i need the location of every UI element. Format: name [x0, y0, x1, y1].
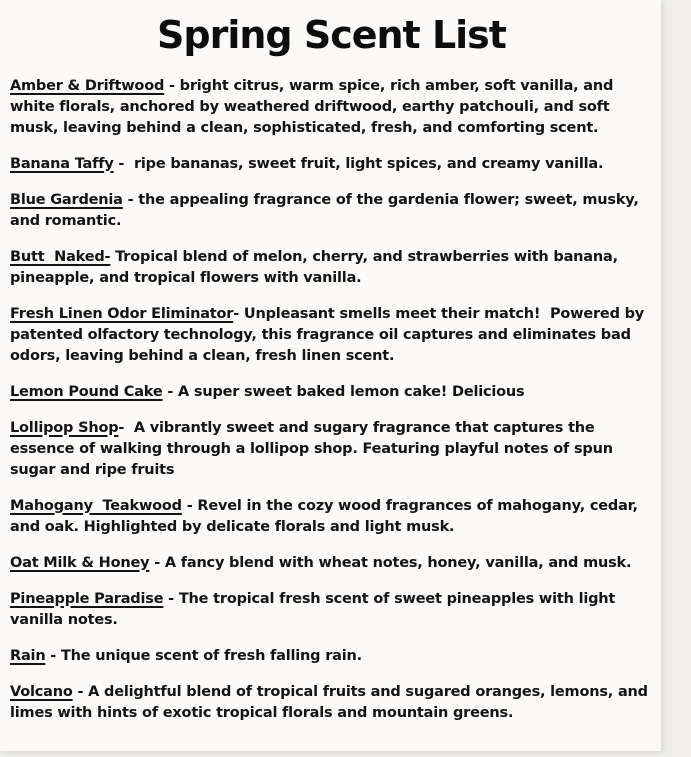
scent-entry — [10, 154, 653, 175]
scent-description: bright citrus, warm spice, rich amber, soft vanilla, and white florals, anchored by weathered driftwood, earthy patchouli, and soft musk, leaving behind a clean, sophisticated, fresh, and comforting scent. — [10, 77, 619, 136]
scent-entry — [10, 382, 653, 403]
scent-description: A vibrantly sweet and sugary fragrance that captures the essence of walking through a lollipop shop. Featuring playful notes of spun sugar and ripe fruits — [10, 419, 618, 478]
scent-separator: - — [45, 647, 61, 664]
scent-description: A fancy blend with wheat notes, honey, vanilla, and musk. — [164, 554, 632, 571]
scent-description: Unpleasant smells meet their match! Powered by patented olfactory technology, this fragrance oil captures and eliminates bad odors, leaving behind a clean, fresh linen scent. — [10, 305, 649, 364]
scent-description: the appealing fragrance of the gardenia flower; sweet, musky, and romantic. — [10, 191, 644, 229]
scent-name: Volcano — [10, 683, 73, 700]
scent-separator: - — [113, 155, 134, 172]
scent-separator: - — [181, 497, 198, 514]
scent-separator: - — [233, 305, 244, 322]
scent-entry — [10, 247, 653, 289]
scent-separator: - — [118, 419, 134, 436]
scent-description: A delightful blend of tropical fruits and sugared oranges, lemons, and limes with hints of exotic tropical florals and mountain greens. — [10, 683, 653, 721]
scent-list — [10, 76, 653, 724]
scent-entry — [10, 190, 653, 232]
scent-separator: - — [72, 683, 89, 700]
scent-name: Rain — [10, 647, 46, 664]
scent-entry — [10, 682, 653, 724]
scent-name: Lollipop Shop — [10, 419, 119, 436]
scent-separator: - — [162, 383, 179, 400]
scent-name: Lemon Pound Cake — [10, 383, 163, 400]
scent-entry — [10, 589, 653, 631]
scent-entry — [10, 646, 653, 667]
scent-description: Revel in the cozy wood fragrances of mahogany, cedar, and oak. Highlighted by delicate florals and light musk. — [10, 497, 643, 535]
scent-name: Oat Milk & Honey — [10, 554, 150, 571]
scent-entry — [10, 496, 653, 538]
scent-entry — [10, 418, 653, 481]
scent-name: Butt Naked- — [10, 248, 111, 265]
scent-separator: - — [149, 554, 165, 571]
scent-description: The tropical fresh scent of sweet pineapples with light vanilla notes. — [10, 590, 621, 628]
scent-description: The unique scent of fresh falling rain. — [60, 647, 362, 664]
scent-name: Fresh Linen Odor Eliminator — [10, 305, 234, 322]
scent-separator: - — [122, 191, 139, 208]
scent-entry — [10, 553, 653, 574]
scent-name: Pineapple Paradise — [10, 590, 164, 607]
page-title: Spring Scent List — [157, 13, 506, 57]
scent-description: Tropical blend of melon, cherry, and strawberries with banana, pineapple, and tropical flowers with vanilla. — [10, 248, 623, 286]
scent-name: Amber & Driftwood — [10, 77, 165, 94]
scent-description: A super sweet baked lemon cake! Delicious — [178, 383, 525, 400]
scent-separator: - — [163, 590, 179, 607]
scent-name: Blue Gardenia — [10, 191, 123, 208]
scent-entry — [10, 304, 653, 367]
scent-name: Banana Taffy — [10, 155, 114, 172]
scent-description: ripe bananas, sweet fruit, light spices, and creamy vanilla. — [133, 155, 604, 172]
scent-entry — [10, 76, 653, 139]
scent-name: Mahogany Teakwood — [10, 497, 182, 514]
scent-separator: - — [164, 77, 180, 94]
